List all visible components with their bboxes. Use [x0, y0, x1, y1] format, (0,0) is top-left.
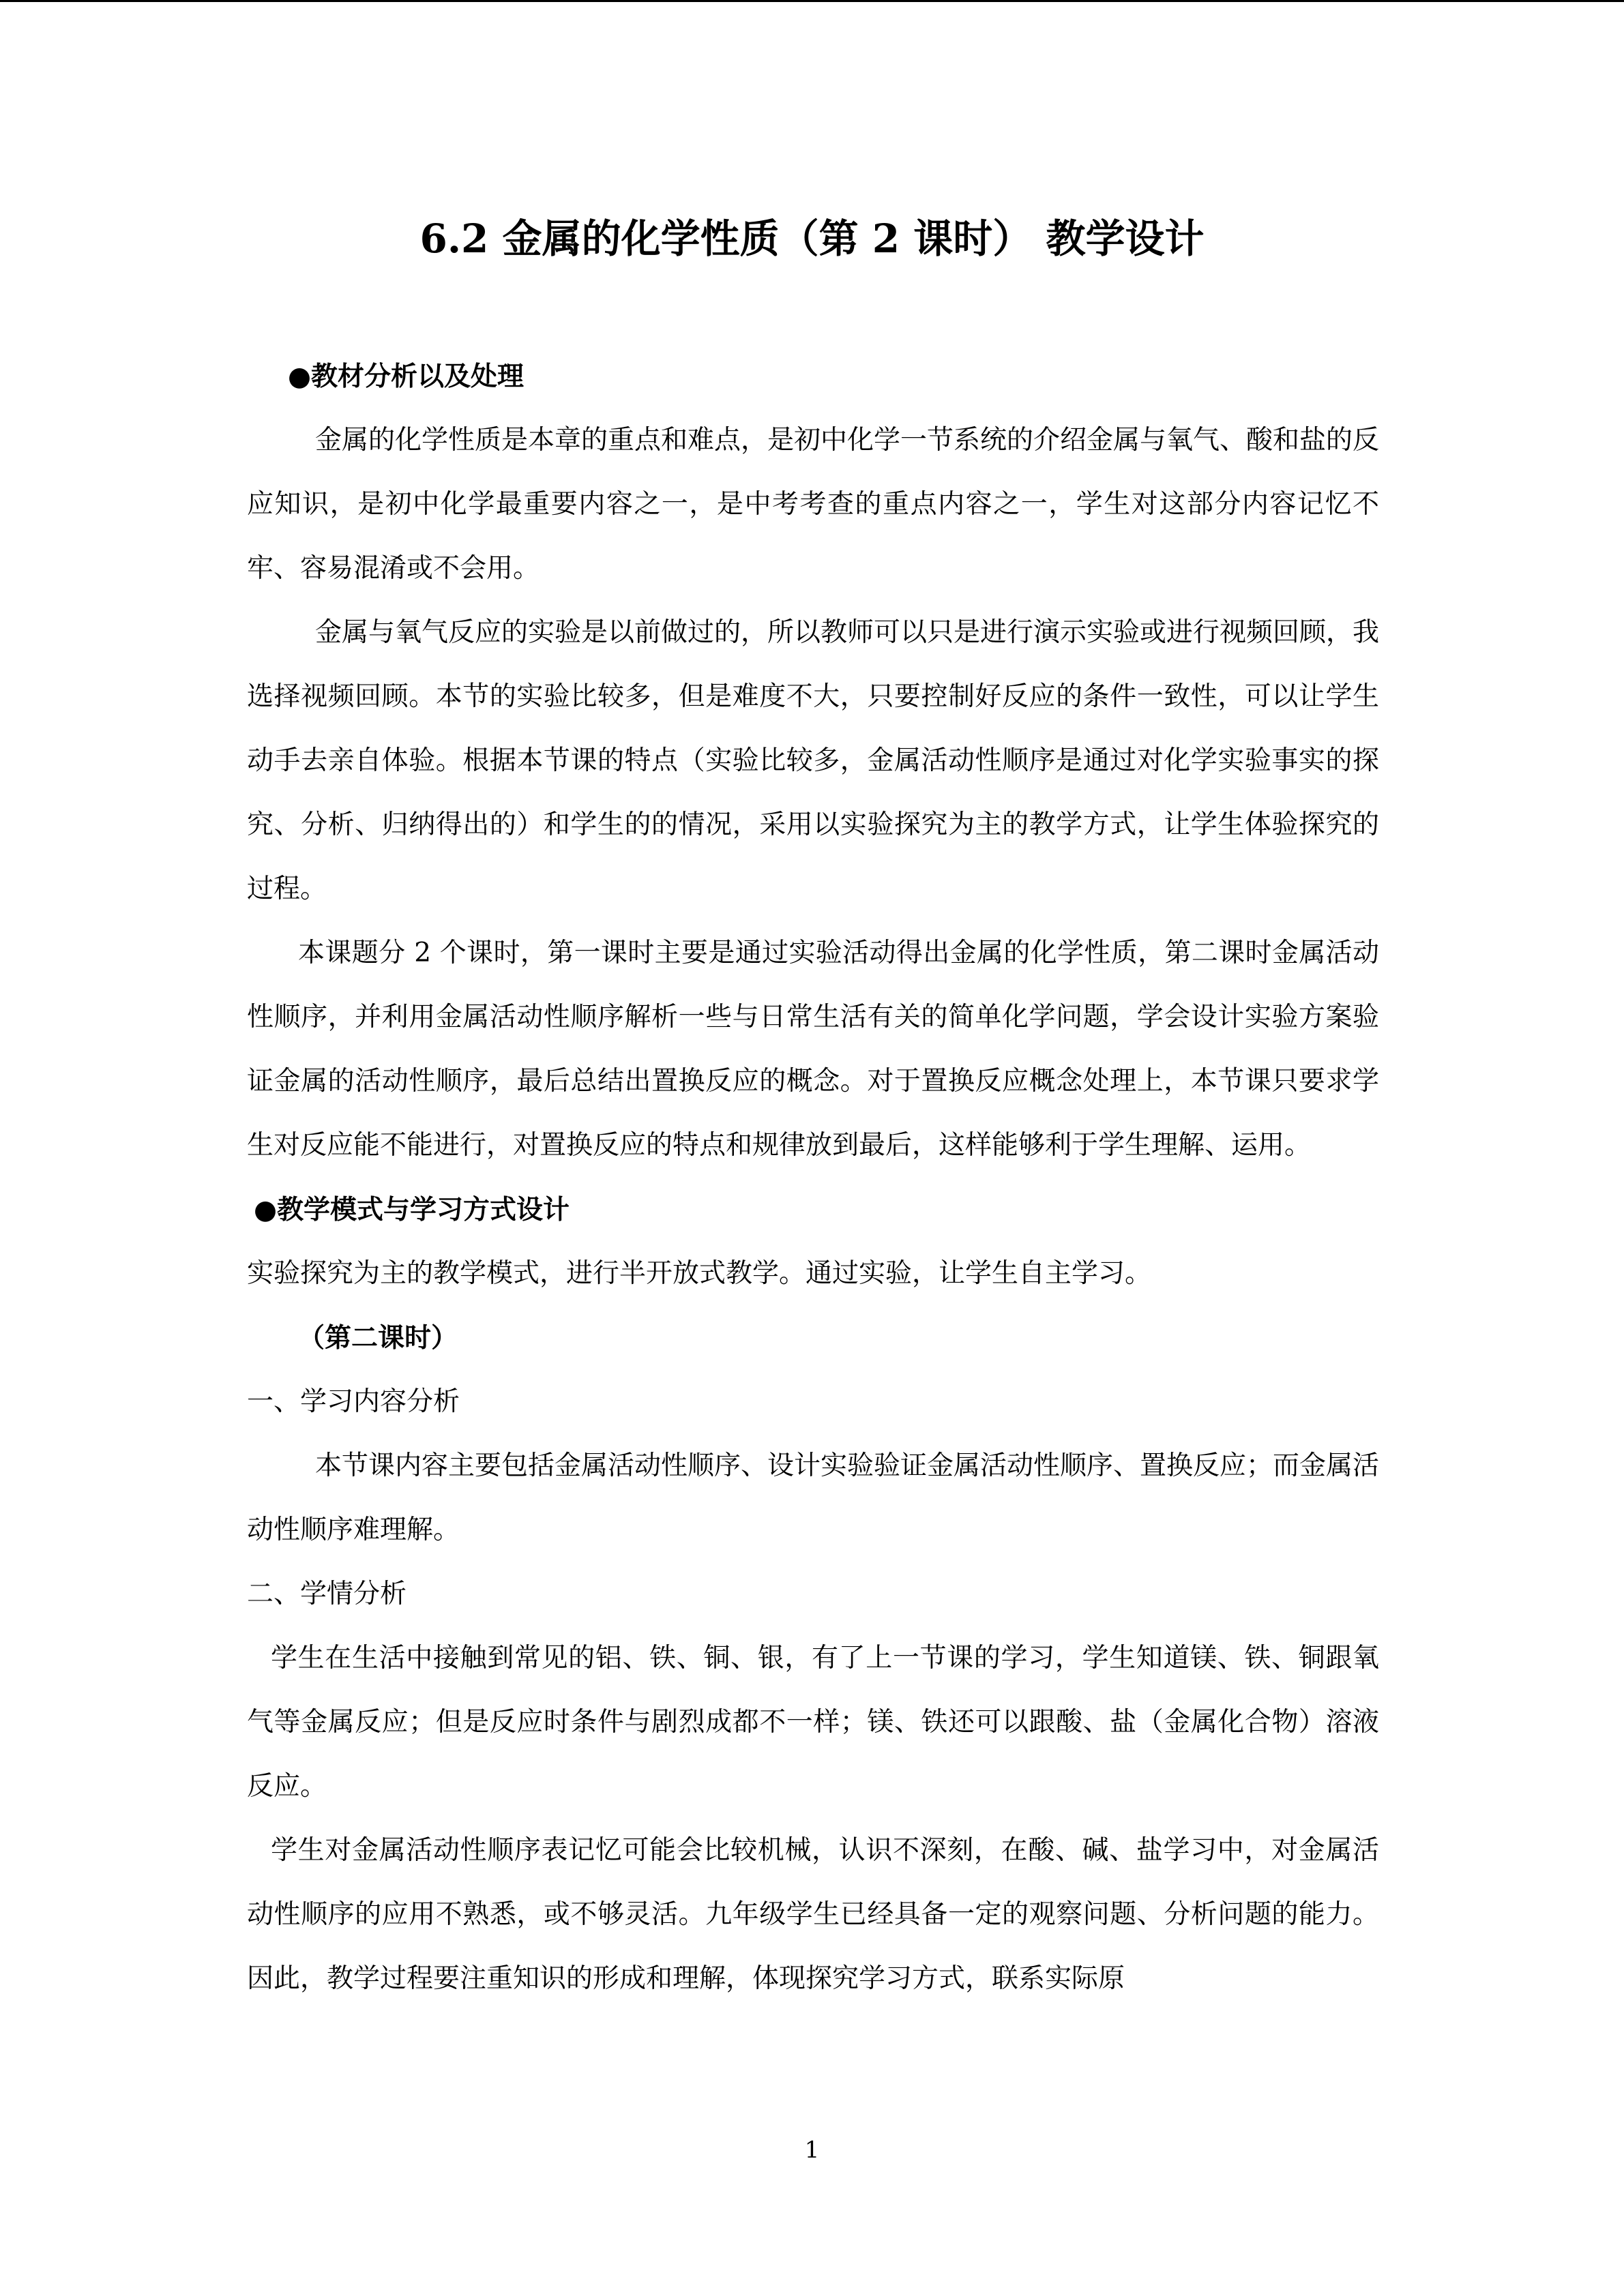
- document-body: [247, 344, 1379, 2011]
- section-heading-second-lesson: （第二课时）: [298, 1322, 458, 1354]
- paragraph-teaching-mode: 实验探究为主的教学模式，进行半开放式教学。通过实验，让学生自主学习。: [247, 1258, 1152, 1289]
- section-heading-material-analysis: ●教材分析以及处理: [288, 361, 525, 392]
- section-heading-content-analysis: 一、学习内容分析: [247, 1386, 460, 1417]
- top-border-rule: [0, 0, 1624, 2]
- paragraph-material-3: 本课题分 2 个课时，第一课时主要是通过实验活动得出金属的化学性质，第二课时金属活动性顺序，并利用金属活动性顺序解析一些与日常生活有关的简单化学问题，学会设计实验方案验证金属的活动性顺序，最后总结出置换反应的概念。对于置换反应概念处理上，本节课只要求学生对反应能不能进行，对置换反应的特点和规律放到最后，这样能够利于学生理解、运用。: [247, 938, 1379, 1161]
- paragraph-material-2: 金属与氧气反应的实验是以前做过的，所以教师可以只是进行演示实验或进行视频回顾，我选择视频回顾。本节的实验比较多，但是难度不大，只要控制好反应的条件一致性，可以让学生动手去亲自体验。根据本节课的特点（实验比较多，金属活动性顺序是通过对化学实验事实的探究、分析、归纳得出的）和学生的的情况，采用以实验探究为主的教学方式，让学生体验探究的过程。: [247, 617, 1380, 904]
- section-heading-teaching-mode: ●教学模式与学习方式设计: [254, 1194, 570, 1225]
- paragraph-student-analysis-1: 学生在生活中接触到常见的铝、铁、铜、银，有了上一节课的学习，学生知道镁、铁、铜跟氧气等金属反应；但是反应时条件与剧烈成都不一样；镁、铁还可以跟酸、盐（金属化合物）溶液反应。: [247, 1643, 1379, 1802]
- paragraph-material-1: 金属的化学性质是本章的重点和难点，是初中化学一节系统的介绍金属与氧气、酸和盐的反应知识，是初中化学最重要内容之一，是中考考查的重点内容之一，学生对这部分内容记忆不牢、容易混淆或不会用。: [247, 425, 1380, 584]
- section-heading-student-analysis: 二、学情分析: [247, 1579, 407, 1609]
- page-number: 1: [804, 2136, 820, 2164]
- document-title: 6.2 金属的化学性质（第 2 课时） 教学设计: [419, 215, 1205, 262]
- paragraph-student-analysis-2: 学生对金属活动性顺序表记忆可能会比较机械，认识不深刻，在酸、碱、盐学习中，对金属活动性顺序的应用不熟悉，或不够灵活。九年级学生已经具备一定的观察问题、分析问题的能力。因此，教学过程要注重知识的形成和理解，体现探究学习方式，联系实际原: [247, 1835, 1379, 1994]
- paragraph-content-analysis: 本节课内容主要包括金属活动性顺序、设计实验验证金属活动性顺序、置换反应；而金属活动性顺序难理解。: [247, 1450, 1380, 1545]
